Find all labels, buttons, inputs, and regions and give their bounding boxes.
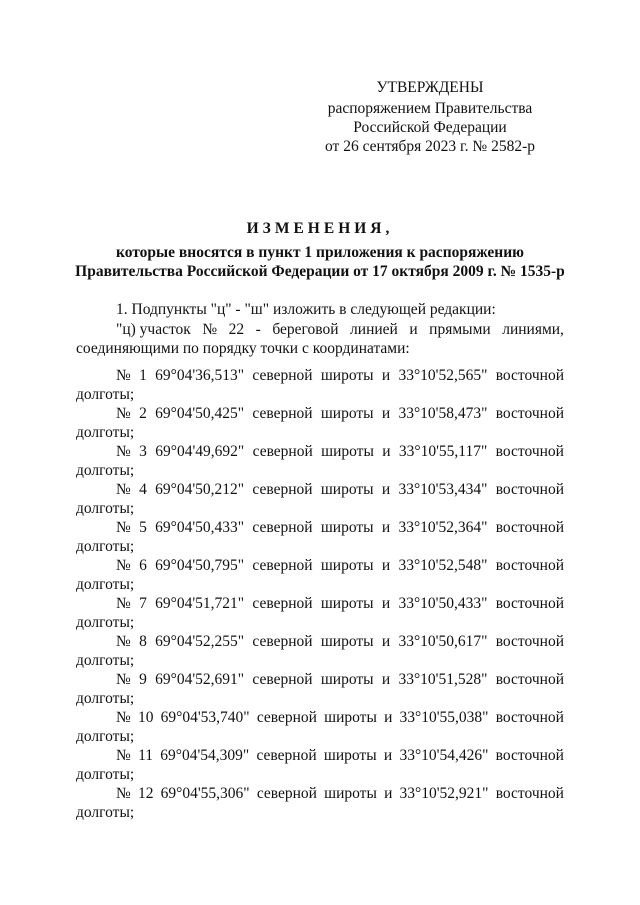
point-number: 12 (137, 785, 154, 802)
longitude-word-continuation: долготы; (76, 424, 135, 441)
longitude-value: 33°10'55,038" (399, 709, 489, 726)
point-number: 8 (139, 633, 147, 650)
document-title: ИЗМЕНЕНИЯ, (246, 220, 394, 237)
paragraph-2-words (116, 320, 564, 339)
longitude-word: восточной (495, 709, 564, 726)
longitude-value: 33°10'55,117" (398, 443, 488, 460)
latitude-value: 69°04'55,306" (160, 785, 250, 802)
approval-line: распоряжением Правительства (327, 100, 533, 117)
conjunction: и (382, 443, 391, 460)
latitude-word: северной (252, 633, 313, 650)
coordinate-point-row (76, 670, 564, 689)
latitude-word-2: широты (324, 709, 377, 726)
latitude-value: 69°04'52,691" (155, 671, 245, 688)
conjunction: и (381, 671, 391, 688)
latitude-value: 69°04'50,433" (155, 519, 245, 536)
conjunction: и (381, 595, 391, 612)
longitude-word-continuation: долготы; (76, 538, 135, 555)
latitude-value: 69°04'50,795" (155, 557, 245, 574)
latitude-word-2: широты (320, 405, 374, 422)
longitude-word: восточной (495, 595, 564, 612)
point-number: 4 (139, 481, 147, 498)
paragraph-2-line-2: соединяющими по порядку точки с координатами: (76, 340, 410, 357)
coordinate-point (76, 366, 564, 404)
longitude-value: 33°10'51,528" (398, 671, 488, 688)
longitude-word-continuation: долготы; (76, 766, 135, 783)
longitude-word-continuation: долготы; (76, 462, 135, 479)
longitude-value: 33°10'54,426" (399, 747, 489, 764)
longitude-word-continuation: долготы; (76, 652, 135, 669)
paragraph-1: 1. Подпункты "ц" - "ш" изложить в следующей редакции: (116, 301, 496, 318)
subtitle-line: которые вносятся в пункт 1 приложения к распоряжению (115, 244, 524, 261)
paragraph-2-word: и (409, 321, 418, 338)
conjunction: и (381, 633, 391, 650)
latitude-value: 69°04'53,740" (160, 709, 250, 726)
longitude-word: восточной (495, 443, 564, 460)
document-subtitle (60, 243, 580, 281)
coordinate-point (76, 480, 564, 518)
point-number: 9 (139, 671, 147, 688)
longitude-value: 33°10'53,434" (398, 481, 488, 498)
longitude-value: 33°10'52,364" (398, 519, 488, 536)
latitude-word-2: широты (320, 633, 374, 650)
longitude-word: восточной (495, 671, 564, 688)
coordinate-point-row (76, 518, 564, 537)
coordinate-point-row (76, 404, 564, 423)
point-number-sign: № (116, 747, 131, 764)
longitude-word-continuation: долготы; (76, 690, 135, 707)
point-number-sign: № (116, 709, 131, 726)
latitude-value: 69°04'51,721" (155, 595, 245, 612)
coordinate-point (76, 632, 564, 670)
point-number: 10 (137, 709, 154, 726)
coordinate-point-row (76, 480, 564, 499)
longitude-word: восточной (495, 367, 564, 384)
latitude-word: северной (252, 443, 313, 460)
longitude-value: 33°10'50,617" (398, 633, 488, 650)
longitude-value: 33°10'58,473" (398, 405, 488, 422)
coordinate-point-row (76, 556, 564, 575)
paragraph-2-word: № (202, 321, 218, 338)
longitude-word: восточной (495, 519, 564, 536)
coordinate-point-row (76, 746, 564, 765)
coordinate-point-row (76, 594, 564, 613)
latitude-word: северной (256, 785, 317, 802)
longitude-word-continuation: долготы; (76, 728, 135, 745)
latitude-value: 69°04'36,513" (155, 367, 245, 384)
point-number: 6 (139, 557, 147, 574)
latitude-word-2: широты (320, 557, 374, 574)
latitude-word-2: широты (324, 785, 377, 802)
point-number: 11 (138, 747, 153, 764)
longitude-word: восточной (495, 633, 564, 650)
paragraph-2-word: береговой (272, 321, 339, 338)
latitude-value: 69°04'50,425" (155, 405, 245, 422)
point-number-sign: № (116, 595, 131, 612)
coordinate-point (76, 442, 564, 480)
latitude-word-2: широты (320, 595, 374, 612)
longitude-word: восточной (495, 405, 564, 422)
longitude-value: 33°10'50,433" (398, 595, 488, 612)
longitude-word-continuation: долготы; (76, 614, 135, 631)
coordinate-point (76, 670, 564, 708)
conjunction: и (383, 747, 393, 764)
latitude-word: северной (252, 405, 313, 422)
point-number: 2 (139, 405, 147, 422)
longitude-word-continuation: долготы; (76, 576, 135, 593)
point-number-sign: № (116, 519, 131, 536)
coordinate-point (76, 594, 564, 632)
approval-block (300, 78, 560, 156)
longitude-word: восточной (495, 481, 564, 498)
point-number-sign: № (116, 671, 131, 688)
coordinate-point (76, 746, 564, 784)
latitude-word-2: широты (323, 747, 377, 764)
latitude-word: северной (252, 595, 313, 612)
point-number-sign: № (116, 633, 131, 650)
conjunction: и (381, 367, 391, 384)
paragraph-2-word: прямыми (429, 321, 491, 338)
latitude-value: 69°04'52,255" (155, 633, 245, 650)
paragraph-2-line-1 (76, 320, 564, 339)
longitude-value: 33°10'52,921" (399, 785, 489, 802)
conjunction: и (384, 709, 393, 726)
conjunction: и (381, 405, 391, 422)
point-number-sign: № (116, 443, 131, 460)
paragraph-2-word: линиями, (502, 321, 564, 338)
coordinate-point (76, 518, 564, 556)
point-number-sign: № (116, 785, 131, 802)
latitude-word-2: широты (320, 481, 374, 498)
coordinate-point-row (76, 442, 564, 461)
subtitle-line: Правительства Российской Федерации от 17 октября 2009 г. № 1535-р (75, 263, 565, 280)
latitude-word-2: широты (320, 367, 374, 384)
latitude-value: 69°04'54,309" (160, 747, 250, 764)
latitude-word: северной (252, 481, 313, 498)
longitude-word-continuation: долготы; (76, 386, 135, 403)
longitude-word-continuation: долготы; (76, 500, 135, 517)
latitude-word-2: широты (320, 671, 374, 688)
point-number-sign: № (116, 481, 131, 498)
latitude-value: 69°04'49,692" (155, 443, 245, 460)
point-number-sign: № (116, 405, 131, 422)
coordinate-point-row (76, 784, 564, 803)
point-number-sign: № (116, 367, 131, 384)
longitude-value: 33°10'52,548" (398, 557, 488, 574)
latitude-value: 69°04'50,212" (155, 481, 245, 498)
latitude-word: северной (252, 671, 313, 688)
point-number: 3 (139, 443, 147, 460)
longitude-word: восточной (495, 557, 564, 574)
latitude-word-2: широты (320, 519, 374, 536)
latitude-word: северной (252, 519, 313, 536)
coordinate-point-row (76, 366, 564, 385)
coordinate-point (76, 784, 564, 822)
approval-date-line: от 26 сентября 2023 г. № 2582-р (325, 138, 535, 155)
latitude-word: северной (252, 557, 313, 574)
longitude-word: восточной (495, 785, 564, 802)
coordinate-point-row (76, 632, 564, 651)
paragraph-2-word: "ц) участок (116, 321, 191, 338)
conjunction: и (381, 519, 391, 536)
coordinate-point (76, 708, 564, 746)
latitude-word: северной (252, 367, 313, 384)
coordinate-point (76, 556, 564, 594)
point-number: 7 (139, 595, 147, 612)
paragraph-2-word: - (255, 321, 261, 338)
coordinate-point-row (76, 708, 564, 727)
longitude-value: 33°10'52,565" (398, 367, 488, 384)
conjunction: и (381, 481, 391, 498)
latitude-word: северной (256, 747, 317, 764)
conjunction: и (381, 557, 391, 574)
coordinate-points-list (76, 366, 564, 822)
approval-line: Российской Федерации (353, 119, 507, 136)
approval-heading: УТВЕРЖДЕНЫ (376, 79, 484, 96)
conjunction: и (384, 785, 393, 802)
point-number: 5 (139, 519, 147, 536)
latitude-word-2: широты (321, 443, 374, 460)
longitude-word: восточной (495, 747, 564, 764)
paragraph-2-word: 22 (228, 321, 245, 338)
longitude-word-continuation: долготы; (76, 804, 135, 821)
latitude-word: северной (256, 709, 317, 726)
point-number: 1 (139, 367, 147, 384)
coordinate-point (76, 404, 564, 442)
point-number-sign: № (116, 557, 131, 574)
paragraph-2-word: линией (350, 321, 398, 338)
document-body (76, 300, 564, 822)
